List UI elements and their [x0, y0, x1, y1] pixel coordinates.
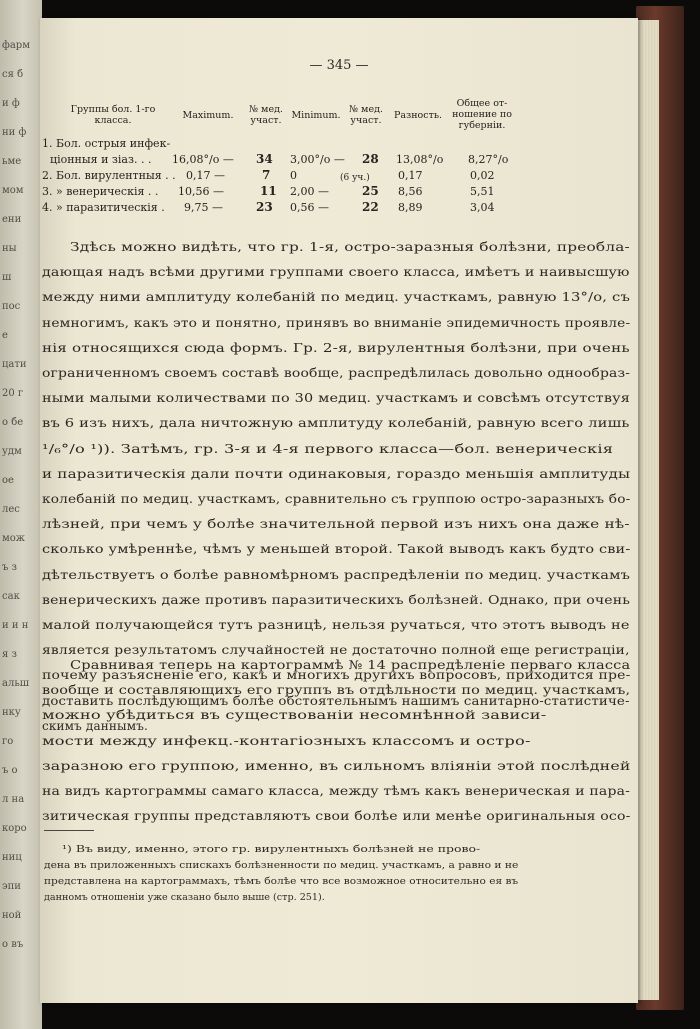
table-row-1-min: 3,00°/о — [290, 153, 345, 166]
previous-page-text-fragment: ся б [2, 69, 24, 80]
previous-page-text-fragment: и и н [2, 620, 29, 631]
header-overall-line: ношение по [452, 109, 512, 120]
footnote-line: данномъ отношеніи уже сказано было выше (стр. 251). [44, 892, 325, 903]
paragraph-line: дѣтельствуетъ о болѣе равномѣрномъ распредѣленіи по медиц. участкамъ [42, 567, 631, 582]
paragraph-line: лѣзней, при чемъ у болѣе значительной первой изъ нихъ она даже нѣ- [42, 517, 630, 532]
previous-page-text-fragment: нку [2, 707, 21, 718]
previous-page-text-fragment: сак [2, 591, 20, 602]
previous-page-text-fragment: ъ з [2, 562, 17, 573]
table-row-3-med2: 25 [362, 184, 379, 198]
table-row-3-name: 3. » венерическія . . [42, 185, 159, 198]
header-groups-line: Группы бол. 1-го [70, 104, 156, 115]
header-difference: Разность. [393, 110, 443, 121]
table-row-2-overall: 0,02 [470, 169, 495, 182]
paragraph-line: является результатомъ случайностей не достаточно полной еще регистраціи, [42, 643, 630, 658]
paragraph-line: доставить послѣдующимъ болѣе обстоятельнымъ нашимъ санитарно-статистиче- [42, 693, 630, 708]
header-minimum: Minimum. [291, 110, 341, 121]
book-page [40, 18, 638, 1003]
previous-page-text-fragment: 20 г [2, 388, 24, 399]
table-row-1-overall: 8,27°/о [468, 153, 509, 166]
previous-page-edge [0, 0, 42, 1029]
table-row-1-name-line-1: 1. Бол. острыя инфек- [42, 137, 171, 150]
header-overall-line: губерніи. [458, 120, 506, 131]
table-row-3-max: 10,56 — [178, 185, 224, 198]
previous-page-text-fragment: о бе [2, 417, 24, 428]
paragraph-line: зитическая группы представляютъ свои болѣе или менѣе оригинальныя осо- [42, 809, 631, 824]
header-med-uchast-2 [344, 104, 388, 126]
paragraph-line: дающая надъ всѣми другими группами своего класса, имѣетъ и наивысшую [42, 265, 630, 280]
paragraph-line: немногимъ, какъ это и понятно, принявъ во вниманіе эпидемичность проявле- [42, 315, 631, 330]
header-groups [58, 104, 168, 126]
previous-page-text-fragment: ни ф [2, 127, 27, 138]
header-overall-line: Общее от- [456, 98, 508, 109]
header-med-line: № мед. [349, 104, 383, 115]
table-row-2-med1: 7 [262, 168, 271, 182]
previous-page-text-fragment: фарм [2, 40, 30, 51]
paragraph-line: Здѣсь можно видѣть, что гр. 1-я, остро-заразныя болѣзни, преобла- [70, 240, 630, 254]
paragraph-line: Сравнивая теперь на картограммѣ № 14 распредѣленіе перваго класса [70, 658, 631, 672]
paragraph-line: ными малыми количествами по 30 медиц. участкамъ и совсѣмъ отсутствуя [42, 391, 631, 406]
paragraph-line: скимъ даннымъ. [42, 718, 148, 733]
header-overall [450, 98, 514, 131]
previous-page-text-fragment: и ф [2, 98, 20, 109]
paragraph-line: можно убѣдиться въ существованіи несомнѣнной зависи- [42, 708, 547, 723]
footnote-rule [44, 830, 94, 831]
header-med-line: участ. [250, 115, 282, 126]
previous-page-text-fragment: пос [2, 301, 21, 312]
table-row-2-med2-note: (6 уч.) [340, 173, 370, 183]
previous-page-text-fragment: коро [2, 823, 27, 834]
previous-page-text-fragment: е [2, 330, 8, 341]
previous-page-text-fragment: мож [2, 533, 25, 544]
table-row-4-min: 0,56 — [290, 201, 329, 214]
paragraph-line: колебаній по медиц. участкамъ, сравнительно съ группою остро-заразныхъ бо- [42, 492, 631, 506]
previous-page-text-fragment: ниц [2, 852, 22, 863]
previous-page-text-fragment: ъ о [2, 765, 18, 776]
header-maximum: Maximum. [182, 110, 234, 121]
previous-page-text-fragment: лес [2, 504, 20, 515]
paragraph-line: и паразитическія дали почти одинаковыя, гораздо меньшія амплитуды [42, 466, 631, 481]
table-row-2-min: 0 [290, 169, 297, 182]
table-row-4-med1: 23 [256, 200, 273, 214]
table-row-3-med1: 11 [260, 184, 277, 198]
header-groups-line: класса. [94, 115, 132, 126]
previous-page-text-fragment: ны [2, 243, 17, 254]
previous-page-text-fragment: я з [2, 649, 17, 660]
table-row-4-max: 9,75 — [184, 201, 223, 214]
page-number: — 345 — [309, 58, 369, 73]
previous-page-text-fragment: л на [2, 794, 25, 805]
table-row-2-max: 0,17 — [186, 169, 225, 182]
paragraph-line: на видъ картограммы самаго класса, между тѣмъ какъ венерическая и пара- [42, 784, 631, 798]
previous-page-text-fragment: цати [2, 359, 27, 370]
statistics-table [40, 18, 638, 248]
footnote-line: ¹) Въ виду, именно, этого гр. вирулентныхъ болѣзней не прово- [62, 844, 481, 855]
table-row-1-diff: 13,08°/о [396, 153, 444, 166]
footnote-line: представлена на картограммахъ, тѣмъ болѣе что все возможное относительно ея въ [44, 876, 519, 887]
table-row-2-diff: 0,17 [398, 169, 423, 182]
table-row-3-min: 2,00 — [290, 185, 329, 198]
footnote-line: дена въ приложенныхъ спискахъ болѣзненности по медиц. участкамъ, а равно и не [44, 860, 519, 871]
previous-page-text-fragment: ени [2, 214, 22, 225]
table-row-4-name: 4. » паразитическія . [42, 201, 165, 214]
table-row-2-name: 2. Бол. вирулентныя . . [42, 169, 176, 182]
table-row-1-max: 16,08°/о — [172, 153, 234, 166]
table-row-4-med2: 22 [362, 200, 379, 214]
paragraph-line: почему разъясненіе его, какъ и многихъ другихъ вопросовъ, приходится пре- [42, 668, 631, 683]
paragraph-line: нія относящихся сюда формъ. Гр. 2-я, вирулентныя болѣзни, при очень [42, 340, 630, 355]
paragraph-line: между ними амплитуду колебаній по медиц. участкамъ, равную 13°/о, съ [42, 290, 631, 305]
header-med-uchast-1 [244, 104, 288, 126]
paragraph-line: ¹/₆°/о ¹)). Затѣмъ, гр. 3-я и 4-я первого класса—бол. венерическія [42, 441, 614, 456]
paragraph-line: въ 6 изъ нихъ, дала ничтожную амплитуду колебаній, равную всего лишь [42, 416, 630, 431]
table-row-3-diff: 8,56 [398, 185, 423, 198]
header-med-line: № мед. [249, 104, 283, 115]
paragraph-line: венерическихъ даже противъ паразитическихъ болѣзней. Однако, при очень [42, 592, 631, 607]
paragraph-line: вообще и составляющихъ его группъ въ отдѣльности по медиц. участкамъ, [42, 683, 631, 698]
previous-page-text-fragment: о въ [2, 939, 24, 950]
previous-page-text-fragment: ш [2, 272, 12, 283]
previous-page-text-fragment: эпи [2, 881, 21, 892]
paragraph-line: ограниченномъ своемъ составѣ вообще, распредѣлилась довольно однообраз- [42, 366, 631, 380]
paragraph-line: заразною его группою, именно, въ сильномъ вліяніи этой послѣдней [42, 758, 631, 773]
previous-page-text-fragment: го [2, 736, 14, 747]
previous-page-text-fragment: ое [2, 475, 14, 486]
previous-page-text-fragment: альш [2, 678, 30, 689]
table-row-1-med2: 28 [362, 152, 379, 166]
paragraph-line: сколько умѣреннѣе, чѣмъ у меньшей второй. Такой выводъ какъ будто сви- [42, 542, 631, 557]
previous-page-text-fragment: ьме [2, 156, 22, 167]
previous-page-text-fragment: ной [2, 910, 22, 921]
table-row-1-med1: 34 [256, 152, 273, 166]
table-row-3-overall: 5,51 [470, 185, 495, 198]
header-med-line: участ. [350, 115, 382, 126]
table-row-4-diff: 8,89 [398, 201, 423, 214]
previous-page-text-fragment: мом [2, 185, 24, 196]
previous-page-text-fragment: удм [2, 446, 22, 457]
table-row-4-overall: 3,04 [470, 201, 495, 214]
paragraph-line: малой получающейся тутъ разницѣ, нельзя ручаться, что этотъ выводъ не [42, 618, 630, 632]
table-row-1-name-line-2: ціонныя и зіаз. . . [50, 153, 152, 166]
paragraph-line: мости между инфекц.-контагіозныхъ классомъ и остро- [42, 733, 531, 748]
